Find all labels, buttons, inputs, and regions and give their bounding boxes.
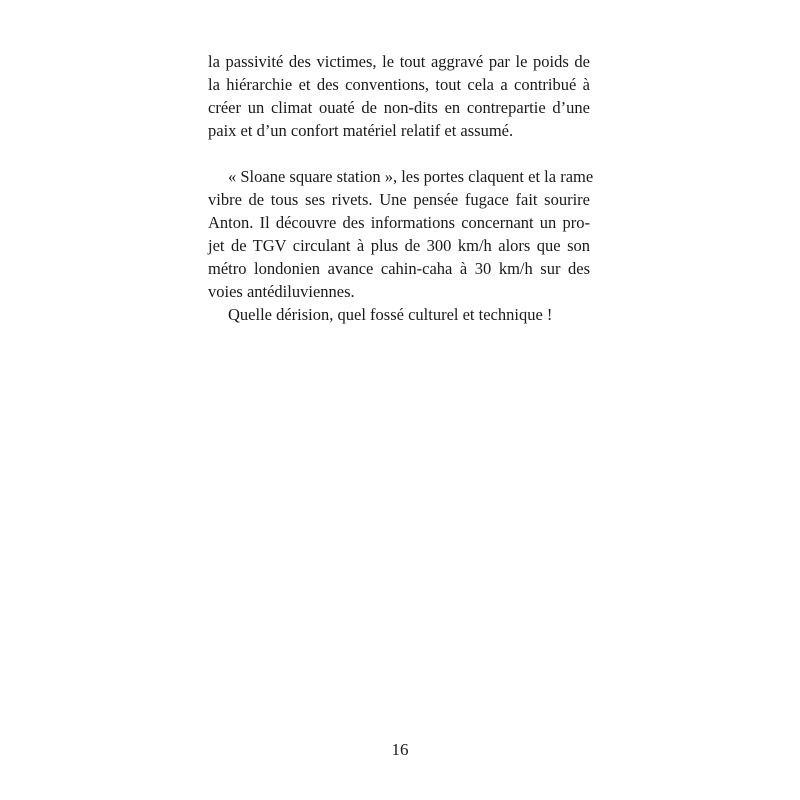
text-line: paix et d’un confort matériel relatif et assumé. [208,121,514,140]
text-line: créer un climat ouaté de non-dits en contrepartie d’une [208,98,590,117]
text-line: la passivité des victimes, le tout aggravé par le poids de [208,52,590,71]
text-line: « Sloane square station », les portes claquent et la rame [228,167,594,186]
text-line: métro londonien avance cahin-caha à 30 km/h sur des [208,259,590,278]
text-line: voies antédiluviennes. [208,282,355,301]
paragraph-spacer [208,142,590,165]
text-line: Quelle dérision, quel fossé culturel et technique ! [228,305,553,324]
paragraph-1 [208,50,590,142]
text-line: Anton. Il découvre des informations concernant un pro- [208,213,590,232]
text-line: vibre de tous ses rivets. Une pensée fugace fait sourire [208,190,590,209]
text-line: la hiérarchie et des conventions, tout cela a contribué à [208,75,590,94]
text-line: jet de TGV circulant à plus de 300 km/h alors que son [208,236,590,255]
body-text [208,50,594,326]
paragraph-2 [208,165,594,303]
paragraph-3 [208,303,590,326]
page-number: 16 [391,740,409,759]
